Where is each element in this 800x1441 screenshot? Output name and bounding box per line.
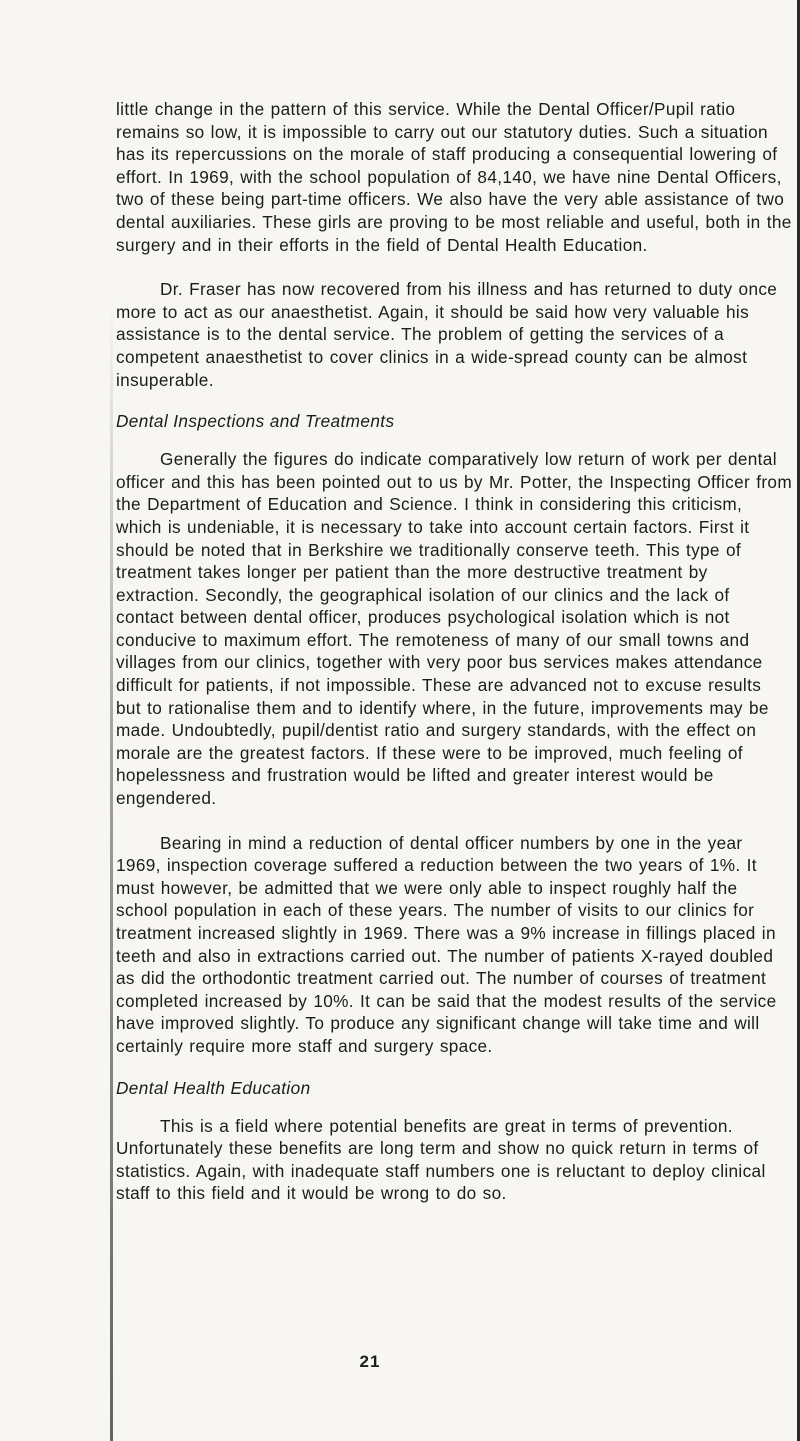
section-heading-health-education: Dental Health Education xyxy=(116,1077,311,1098)
paragraph-inspection-coverage: Bearing in mind a reduction of dental officer numbers by one in the year 1969, inspection coverage suffered a reduction between the two years of 1%. It must however, be admitted that we were only able to inspect roughly half the school population in each of these years. The number of visits to our clinics for treatment increased slightly in 1969. There was a 9% increase in fillings placed in teeth and also in extractions carried out. The number of patients X-rayed doubled as did the orthodontic treatment carried out. The number of courses of treatment completed increased by 10%. It can be said that the modest results of the service have improved slightly. To produce any significant change will take time and will certainly require more staff and surgery space. xyxy=(116,832,777,1056)
page-body xyxy=(116,98,792,1205)
paragraph-health-education: This is a field where potential benefits are great in terms of prevention. Unfortunately these benefits are long term and show no quick return in terms of statistics. Again, with inadequate staff numbers one is reluctant to deploy clinical staff to this field and it would be wrong to do so. xyxy=(116,1115,766,1204)
page-number: 21 xyxy=(359,1352,381,1371)
section-heading-inspections: Dental Inspections and Treatments xyxy=(116,411,395,432)
binding-shadow xyxy=(110,300,113,1441)
paragraph-anaesthetist: Dr. Fraser has now recovered from his illness and has returned to duty once more to act as our anaesthetist. Again, it should be said how very valuable his assistance is to the dental service. The problem of getting the services of a competent anaesthetist to cover clinics in a wide-spread county can be almost insuperable. xyxy=(116,279,778,390)
paragraph-staffing: little change in the pattern of this service. While the Dental Officer/Pupil ratio remains so low, it is impossible to carry out our statutory duties. Such a situation has its repercussions on the morale of staff producing a consequential lowering of effort. In 1969, with the school population of 84,140, we have nine Dental Officers, two of these being part-time officers. We also have the very able assistance of two dental auxiliaries. These girls are proving to be most reliable and useful, both in the surgery and in their efforts in the field of Dental Health Education. xyxy=(116,99,792,255)
paragraph-return-of-work: Generally the figures do indicate comparatively low return of work per dental officer and this has been pointed out to us by Mr. Potter, the Inspecting Officer from the Department of Education and Science. I think in considering this criticism, which is undeniable, it is necessary to take into account certain factors. First it should be noted that in Berkshire we traditionally conserve teeth. This type of treatment takes longer per patient than the more destructive treatment by extraction. Secondly, the geographical isolation of our clinics and the lack of contact between dental officer, produces psychological isolation which is not conducive to maximum effort. The remoteness of many of our small towns and villages from our clinics, together with very poor bus services makes attendance difficult for patients, if not impossible. These are advanced not to excuse results but to rationalise them and to identify where, in the future, improvements may be made. Undoubtedly, pupil/dentist ratio and surgery standards, with the effect on morale are the greatest factors. If these were to be improved, much feeling of hopelessness and frustration would be lifted and greater interest would be engendered. xyxy=(116,449,792,809)
